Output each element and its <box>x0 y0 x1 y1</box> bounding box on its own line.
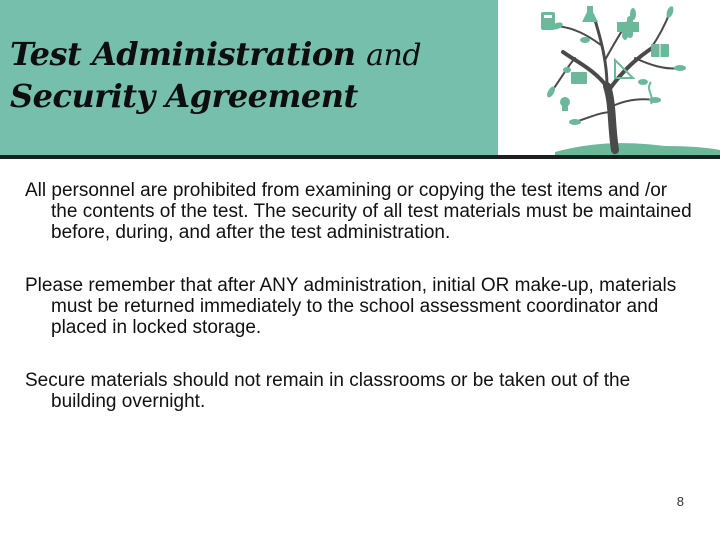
title-and: and <box>366 38 422 73</box>
paragraph-1: All personnel are prohibited from examining or copying the test items and /or the contents of the test. The security of all test materials must be maintained before, during, and after the test administration. <box>25 180 692 243</box>
header-divider <box>0 155 720 159</box>
ground-icon <box>555 143 720 155</box>
title-line-2: Security Agreement <box>10 77 358 115</box>
calculator-icon <box>541 12 555 30</box>
slide-header <box>0 0 720 155</box>
slide-body <box>25 180 695 444</box>
page-number: 8 <box>676 494 684 509</box>
book-icon <box>651 44 669 57</box>
flask-icon <box>582 6 598 22</box>
ruler-icon <box>571 72 587 84</box>
tree-illustration <box>515 0 720 155</box>
triangle-ruler-icon <box>615 60 633 78</box>
lightbulb-icon <box>560 97 570 111</box>
slide-title <box>10 34 421 116</box>
title-line-1: Test Administration <box>10 35 356 73</box>
paragraph-2: Please remember that after ANY administration, initial OR make-up, materials must be returned immediately to the school assessment coordinator and placed in locked storage. <box>25 275 677 338</box>
paragraph-3: Secure materials should not remain in classrooms or be taken out of the building overnight. <box>25 370 631 412</box>
tree-icon <box>551 12 680 150</box>
